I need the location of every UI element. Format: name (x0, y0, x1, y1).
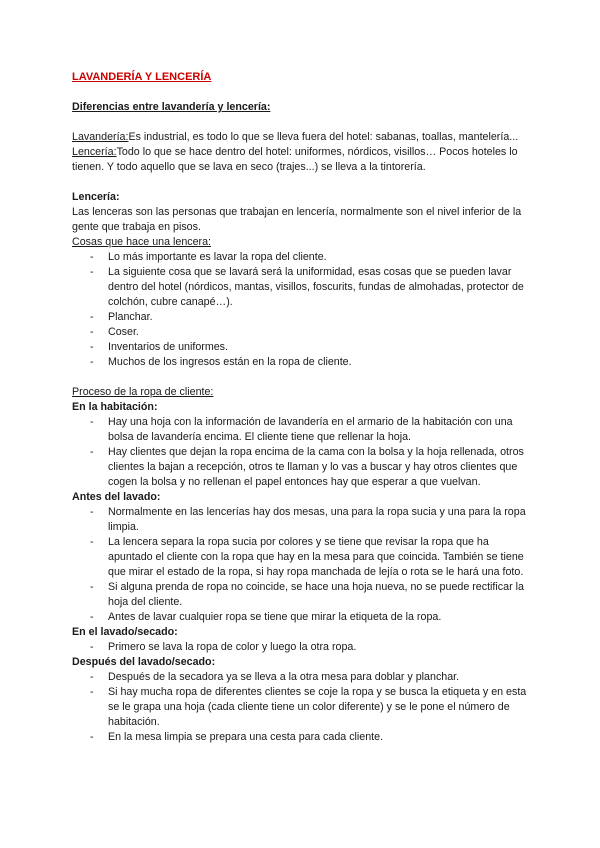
process-heading: Proceso de la ropa de cliente: (72, 386, 214, 398)
tasks-heading: Cosas que hace una lencera: (72, 236, 212, 248)
document-page (72, 70, 532, 745)
differences-heading: Diferencias entre lavandería y lencería: (72, 101, 271, 113)
stage-heading-after-wash: Después del lavado/secado: (72, 656, 216, 668)
stage-heading-before-wash: Antes del lavado: (72, 491, 161, 503)
stage-list-wash (72, 640, 532, 655)
list-item: - Si hay mucha ropa de diferentes clientes se coje la ropa y se busca la etiqueta y en esta se le grapa una hoja (cada cliente tiene un color diferente) y se le pone el número de habitación. (72, 685, 532, 730)
lenceria-intro: Las lenceras son las personas que trabajan en lencería, normalmente son el nivel inferior de la gente que trabaja en pisos. (72, 206, 522, 233)
list-item: - Lo más importante es lavar la ropa del cliente. (72, 250, 532, 265)
lavanderia-definition (72, 130, 532, 145)
stage-list-before-wash (72, 505, 532, 625)
lavanderia-text: Es industrial, es todo lo que se lleva fuera del hotel: sabanas, toallas, mantelería... (128, 131, 519, 143)
list-item: - Coser. (72, 325, 532, 340)
list-item: - Planchar. (72, 310, 532, 325)
list-item: - Después de la secadora ya se lleva a la otra mesa para doblar y planchar. (72, 670, 532, 685)
list-item: - En la mesa limpia se prepara una cesta para cada cliente. (72, 730, 532, 745)
list-item: - Hay una hoja con la información de lavandería en el armario de la habitación con una bolsa de lavandería encima. El cliente tiene que rellenar la hoja. (72, 415, 532, 445)
document-title: LAVANDERÍA Y LENCERÍA (72, 71, 212, 83)
list-item: - Primero se lava la ropa de color y luego la otra ropa. (72, 640, 532, 655)
list-item: - Normalmente en las lencerías hay dos mesas, una para la ropa sucia y una para la ropa limpia. (72, 505, 532, 535)
lenceria-text: Todo lo que se hace dentro del hotel: uniformes, nórdicos, visillos… Pocos hoteles lo tienen. Y todo aquello que se lava en seco (trajes...) se lleva a la tintorería. (72, 146, 518, 173)
stage-heading-wash: En el lavado/secado: (72, 626, 178, 638)
lenceria-definition (72, 145, 532, 175)
list-item: - Muchos de los ingresos están en la ropa de cliente. (72, 355, 532, 370)
list-item: - La lencera separa la ropa sucia por colores y se tiene que revisar la ropa que ha apuntado el cliente con la ropa que hay en la mesa para que coincida. También se tiene que mirar el estado de la ropa, si hay ropa manchada de lejía o rota se le hará una foto. (72, 535, 532, 580)
tasks-list (72, 250, 532, 370)
list-item: - La siguiente cosa que se lavará será la uniformidad, esas cosas que se pueden lavar dentro del hotel (nórdicos, mantas, visillos, foscurits, fundas de almohadas, protector de colchón, cubre canapé…). (72, 265, 532, 310)
list-item: - Si alguna prenda de ropa no coincide, se hace una hoja nueva, no se puede rectificar la hoja del cliente. (72, 580, 532, 610)
stage-heading-room: En la habitación: (72, 401, 158, 413)
lavanderia-term: Lavandería: (72, 131, 129, 143)
list-item: - Hay clientes que dejan la ropa encima de la cama con la bolsa y la hoja rellenada, otros clientes la bajan a recepción, otros te llaman y lo vas a buscar y hay otros clientes que cogen la bolsa y no rellenan el papel entonces hay que esperar a que vuelvan. (72, 445, 532, 490)
stage-list-after-wash (72, 670, 532, 745)
stage-list-room (72, 415, 532, 490)
lenceria-heading: Lencería: (72, 191, 120, 203)
list-item: - Inventarios de uniformes. (72, 340, 532, 355)
lenceria-term: Lencería: (72, 146, 117, 158)
list-item: - Antes de lavar cualquier ropa se tiene que mirar la etiqueta de la ropa. (72, 610, 532, 625)
